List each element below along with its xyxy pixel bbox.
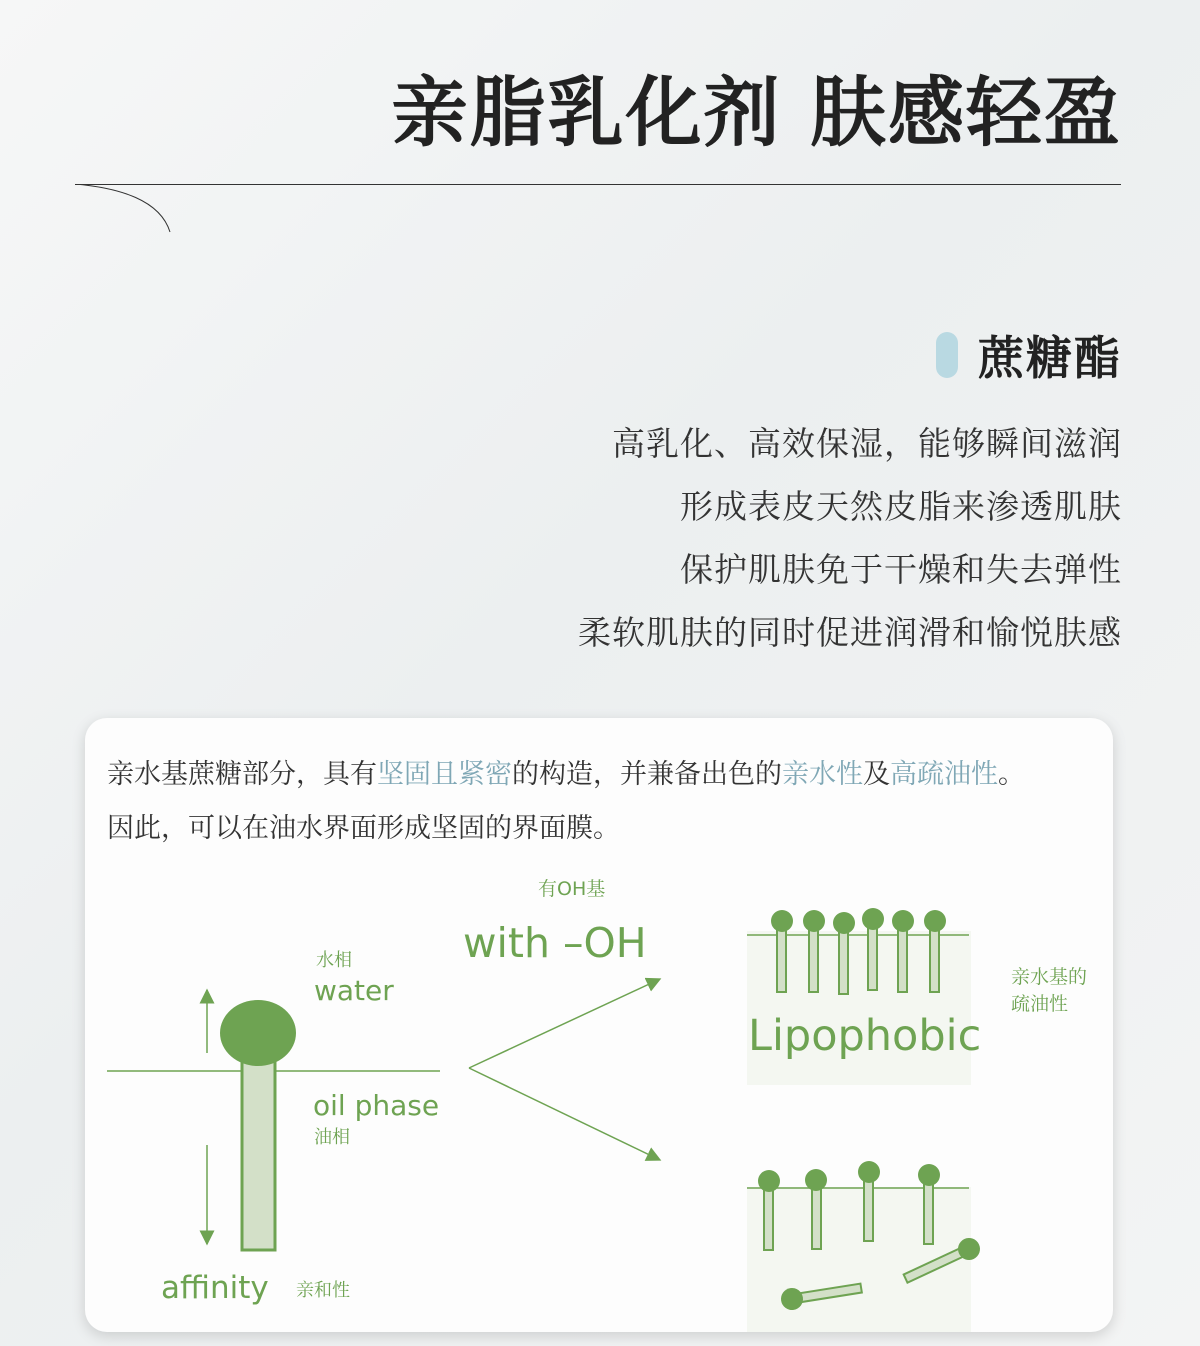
section-description (578, 412, 1122, 664)
label-affinity-en: affinity (161, 1270, 269, 1306)
description-line: 柔软肌肤的同时促进润滑和愉悦肤感 (578, 613, 1122, 652)
decorative-swoosh (75, 184, 185, 244)
label-lipophobic: Lipophobic (748, 1011, 982, 1061)
molecule-tail (242, 1036, 275, 1250)
label-oh-cn: 有OH基 (538, 878, 606, 900)
section-title: 蔗糖酯 (978, 331, 1122, 385)
description-line: 形成表皮天然皮脂来渗透肌肤 (680, 487, 1122, 526)
label-water-cn: 水相 (316, 950, 352, 971)
label-oh-en: with –OH (463, 919, 647, 967)
card-line-2: 因此，可以在油水界面形成坚固的界面膜。 (107, 813, 620, 844)
highlight-firm-dense: 坚固且紧密 (377, 759, 512, 790)
description-line: 高乳化、高效保湿，能够瞬间滋润 (612, 424, 1122, 463)
card-text-segment: 及 (863, 759, 890, 790)
emulsifier-diagram (85, 718, 1113, 1332)
page-headline: 亲脂乳化剂 肤感轻盈 (391, 68, 1122, 157)
highlight-hydrophilic: 亲水性 (782, 759, 863, 790)
card-text-segment: 。 (998, 759, 1025, 790)
section-marker-pill (936, 332, 958, 378)
card-text-segment: 的构造，并兼备出色的 (512, 759, 782, 790)
label-affinity-cn: 亲和性 (296, 1280, 350, 1301)
highlight-oleophobic: 高疏油性 (890, 759, 998, 790)
label-hydrophilic-2: 疏油性 (1011, 993, 1069, 1015)
label-hydrophilic-1: 亲水基的 (1011, 966, 1088, 988)
section-header (936, 322, 1122, 388)
molecule-head (220, 1000, 296, 1066)
info-card (85, 718, 1113, 1332)
label-water-en: water (314, 974, 394, 1007)
label-oil-cn: 油相 (314, 1127, 350, 1148)
arrow-lower-icon (469, 1068, 660, 1160)
description-line: 保护肌肤免于干燥和失去弹性 (680, 550, 1122, 589)
label-oil-en: oil phase (313, 1089, 440, 1122)
title-divider (75, 184, 1121, 185)
arrow-upper-icon (469, 979, 660, 1068)
card-text-segment: 亲水基蔗糖部分，具有 (107, 759, 377, 790)
